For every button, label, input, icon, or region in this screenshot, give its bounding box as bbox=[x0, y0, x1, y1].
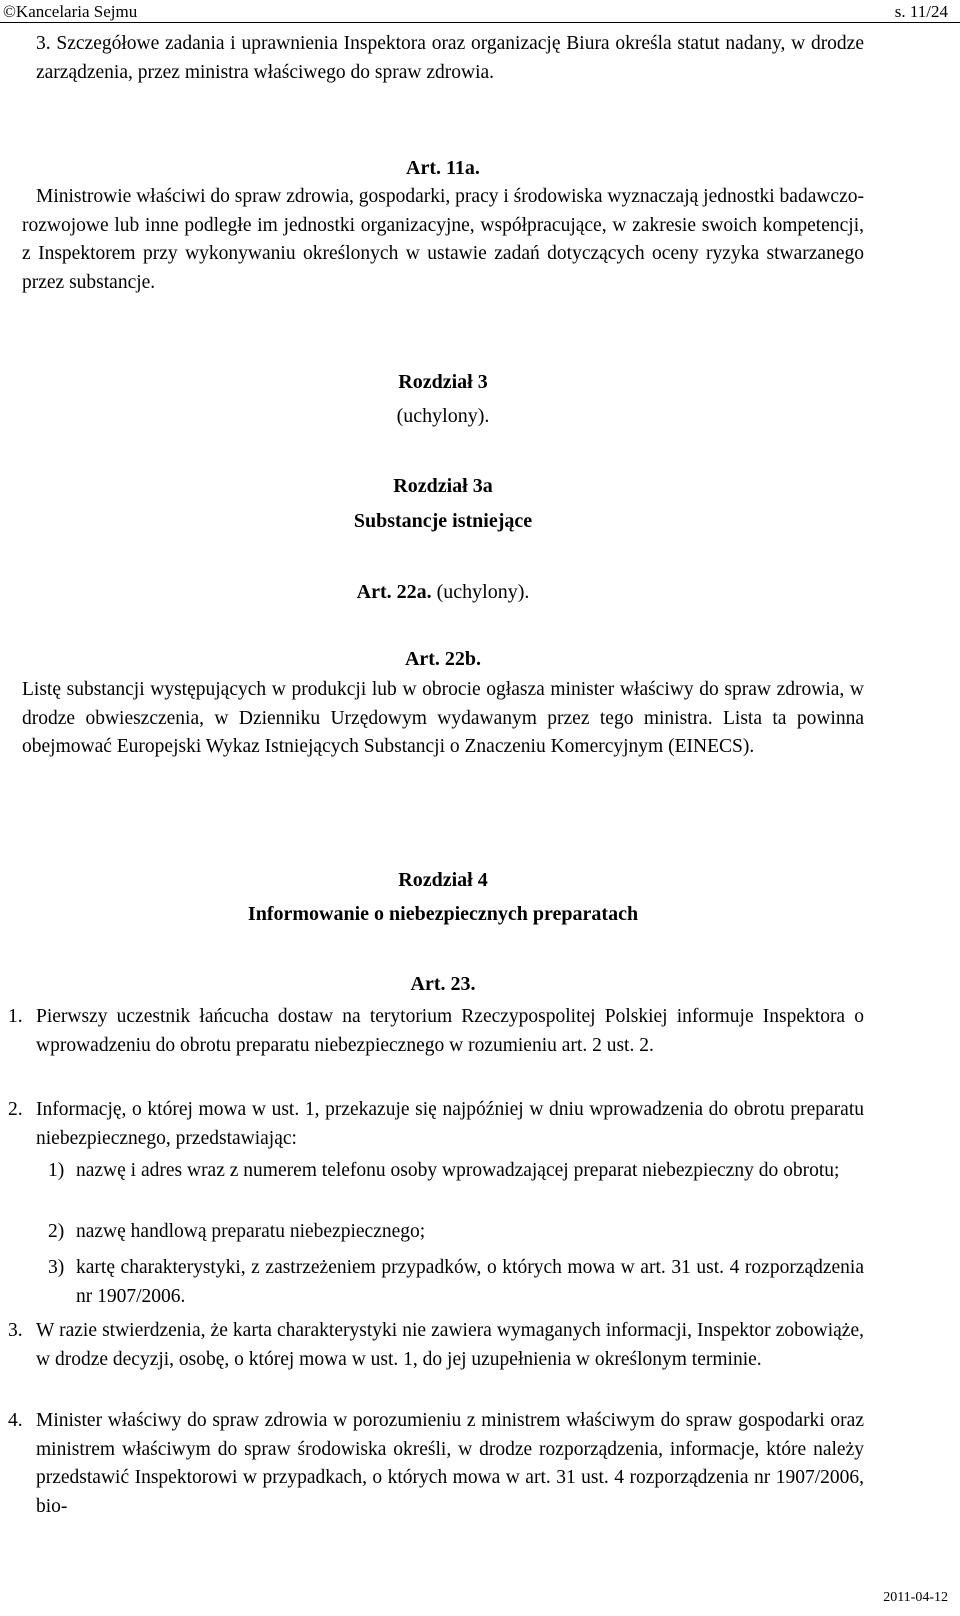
article-22a bbox=[0, 578, 886, 606]
article-23-item bbox=[8, 1317, 864, 1374]
subitem-text: nazwę handlową preparatu niebezpiecznego; bbox=[76, 1221, 426, 1242]
chapter-4-title: Rozdział 4 bbox=[398, 869, 488, 891]
article-23-item bbox=[8, 1003, 864, 1060]
article-22a-title: Art. 22a. bbox=[356, 581, 432, 603]
item-number: 2. bbox=[8, 1099, 23, 1120]
copyright-label: ©Kancelaria Sejmu bbox=[3, 2, 138, 21]
subitem-number: 2) bbox=[48, 1221, 65, 1242]
article-11a-title: Art. 11a. bbox=[406, 157, 480, 179]
article-22b-text: Listę substancji występujących w produkcji lub w obrocie ogłasza minister właściwy do spraw zdrowia, w drodze obwieszczenia, w Dzienniku Urzędowym wydawanym przez tego ministra. Lista ta powinna obejmować Europejski Wykaz Istniejących Substancji o Znaczeniu Komercyjnym (EINECS). bbox=[22, 679, 864, 757]
article-23-item bbox=[8, 1096, 864, 1153]
chapter-3-title: Rozdział 3 bbox=[398, 371, 488, 393]
article-11a-text: Ministrowie właściwi do spraw zdrowia, gospodarki, pracy i środowiska wyznaczają jednostki badawczo-rozwojowe lub inne podległe im jednostki organizacyjne, współpracujące, w zakresie swoich kompetencji, z Inspektorem przy wykonywaniu określonych w ustawie zadań dotyczących oceny ryzyka stwarzanego przez substancje. bbox=[22, 186, 864, 293]
item-number: 1. bbox=[8, 1006, 23, 1027]
article-22b-title: Art. 22b. bbox=[404, 648, 482, 670]
item-text: Informację, o której mowa w ust. 1, przekazuje się najpóźniej w dniu wprowadzenia do obrotu preparatu niebezpiecznego, przedstawiając: bbox=[36, 1099, 864, 1149]
paragraph-3: 3. Szczegółowe zadania i uprawnienia Inspektora oraz organizację Biura określa statut nadany, w drodze zarządzenia, przez ministra właściwego do spraw zdrowia. bbox=[36, 33, 864, 83]
chapter-3-note: (uchylony). bbox=[396, 405, 490, 427]
chapter-3a-subtitle: Substancje istniejące bbox=[353, 510, 533, 532]
subitem-number: 3) bbox=[48, 1257, 65, 1278]
article-23-item bbox=[8, 1407, 864, 1521]
article-22a-note: (uchylony). bbox=[436, 581, 530, 603]
page-number: s. 11/24 bbox=[894, 2, 948, 21]
subitem-number: 1) bbox=[48, 1160, 65, 1181]
item-text: W razie stwierdzenia, że karta charakterystyki nie zawiera wymaganych informacji, Inspektor zobowiąże, w drodze decyzji, osobę, o której mowa w ust. 1, do jej uzupełnienia w określonym terminie. bbox=[36, 1320, 864, 1370]
item-number: 4. bbox=[8, 1410, 23, 1431]
article-23-subitem bbox=[48, 1218, 864, 1247]
article-23-title: Art. 23. bbox=[410, 973, 476, 995]
document-date: 2011-04-12 bbox=[883, 1590, 948, 1605]
chapter-3a-title: Rozdział 3a bbox=[393, 475, 493, 497]
item-text: Minister właściwy do spraw zdrowia w porozumieniu z ministrem właściwym do spraw gospodarki oraz ministrem właściwym do spraw środowiska określi, w drodze rozporządzenia, informacje, które należy przedstawić Inspektorowi w przypadkach, o których mowa w art. 31 ust. 4 rozporządzenia nr 1907/2006, bio- bbox=[36, 1410, 864, 1517]
subitem-text: nazwę i adres wraz z numerem telefonu osoby wprowadzającej preparat niebezpieczny do obrotu; bbox=[76, 1160, 840, 1181]
item-number: 3. bbox=[8, 1320, 23, 1341]
article-23-subitem bbox=[48, 1157, 864, 1186]
subitem-text: kartę charakterystyki, z zastrzeżeniem przypadków, o których mowa w art. 31 ust. 4 rozporządzenia nr 1907/2006. bbox=[76, 1257, 864, 1307]
article-23-subitem bbox=[48, 1254, 864, 1311]
chapter-4-subtitle: Informowanie o niebezpiecznych preparatach bbox=[247, 903, 639, 925]
header-rule bbox=[0, 22, 960, 23]
item-text: Pierwszy uczestnik łańcucha dostaw na terytorium Rzeczypospolitej Polskiej informuje Inspektora o wprowadzeniu do obrotu preparatu niebezpiecznego w rozumieniu art. 2 ust. 2. bbox=[36, 1006, 864, 1056]
